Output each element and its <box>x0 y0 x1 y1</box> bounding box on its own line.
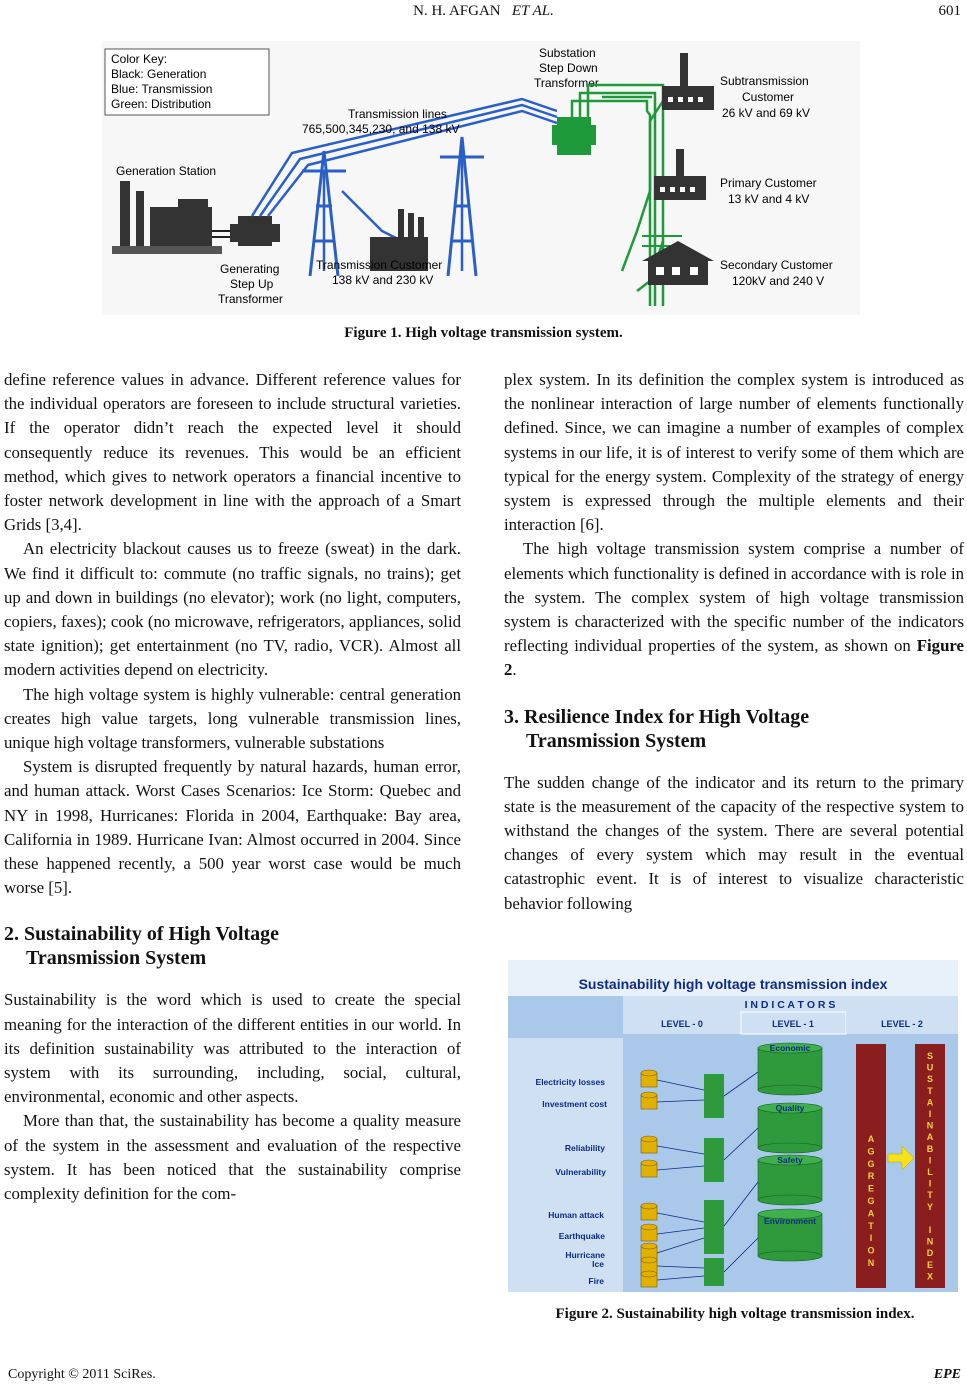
item-earthquake: Earthquake <box>558 1231 605 1241</box>
figure-2-title: Sustainability high voltage transmission index <box>578 976 888 992</box>
label-gsu-1: Generating <box>220 262 280 276</box>
label-substation-3: Transformer <box>534 76 599 90</box>
label-substation-1: Substation <box>539 46 596 60</box>
label-subtrans-1: Subtransmission <box>720 74 809 88</box>
header-etal: ET AL. <box>511 3 554 19</box>
footer-copyright: Copyright © 2011 SciRes. <box>8 1367 156 1382</box>
label-subtrans-2: Customer <box>742 90 795 104</box>
right-column <box>504 368 964 916</box>
figure-2-diagram <box>508 960 958 1292</box>
section-3-heading <box>504 705 964 753</box>
item-fire: Fire <box>588 1276 604 1286</box>
sustainability-index-label: S U S T A I N A B I L I T Y I N D E X <box>926 1051 934 1282</box>
right-paragraph-3: The sudden change of the indicator and its return to the primary state is the measurement of the capacity of the respective system to withstand the changes of the system. There are several potential changes of every system which may result in the eventual catastrophic event. It is of interest to visualize characteristic behavior following <box>504 772 964 913</box>
color-key-generation: Black: Generation <box>111 67 207 81</box>
label-secondary-1: Secondary Customer <box>720 258 833 272</box>
header-author: N. H. AFGAN <box>413 3 501 19</box>
figure-1-diagram <box>102 41 860 315</box>
running-header <box>0 3 967 20</box>
item-economic: Economic <box>769 1043 811 1053</box>
label-lines-2: 765,500,345,230, and 138 kV <box>302 122 460 136</box>
indicators-label: I N D I C A T O R S <box>744 999 836 1011</box>
item-investment-cost: Investment cost <box>542 1099 607 1109</box>
item-reliability: Reliability <box>564 1143 605 1153</box>
item-quality: Quality <box>775 1103 805 1113</box>
figure-2-reference: Figure 2 <box>504 636 964 680</box>
color-key-title: Color Key: <box>111 52 168 66</box>
page-number: 601 <box>938 3 961 19</box>
label-trans-cust-2: 138 kV and 230 kV <box>332 273 434 287</box>
label-secondary-2: 120kV and 240 V <box>732 274 825 288</box>
footer-journal: EPE <box>933 1367 961 1382</box>
label-gsu-3: Transformer <box>218 292 283 306</box>
item-environment: Environment <box>764 1216 816 1226</box>
right-paragraph-2-text: The high voltage transmission system comprise a number of elements which functionality is defined in accordance with is role in the system. The complex system of high voltage transmission system is characterized with the specific number of the indicators reflecting individual properties of the system, as shown on <box>504 539 964 656</box>
section-2-heading-line2: Transmission System <box>26 947 207 970</box>
left-paragraph-3: The high voltage system is highly vulnerable: central generation creates high value targets, long vulnerable transmission lines, unique high voltage transformers, vulnerable substations <box>4 684 461 753</box>
left-paragraph-5: Sustainability is the word which is used to create the special meaning for the interaction of the different entities in our world. In its definition sustainability was attributed to the interaction of system with its surrounding, including, social, cultural, environmental, economic and other aspects. <box>4 990 461 1107</box>
figure-1-caption: Figure 1. High voltage transmission system. <box>344 325 623 341</box>
label-trans-cust-1: Transmission Customer <box>316 258 443 272</box>
color-key-transmission: Blue: Transmission <box>111 82 213 96</box>
item-safety: Safety <box>777 1155 803 1165</box>
item-human-attack: Human attack <box>548 1210 604 1220</box>
left-paragraph-4: System is disrupted frequently by natural hazards, human error, and human attack. Worst Cases Scenarios: Ice Storm: Quebec and NY in 1998, Hurricanes: Florida in 2004, Earthquake: Bay area, California in 1989. Hurricane Ivan: Almost occurred in 2004. Since these happened recently, a 500 year worst case would be much worse [5]. <box>4 757 461 898</box>
label-generation-station: Generation Station <box>116 164 217 178</box>
right-paragraph-2 <box>504 537 964 682</box>
label-subtrans-3: 26 kV and 69 kV <box>722 106 811 120</box>
item-hurricane: Hurricane <box>565 1250 605 1260</box>
label-primary-2: 13 kV and 4 kV <box>728 192 810 206</box>
substation-transformer <box>552 117 596 155</box>
item-electricity-losses: Electricity losses <box>535 1077 605 1087</box>
level-0-label: LEVEL - 0 <box>661 1019 703 1029</box>
level-2-label: LEVEL - 2 <box>881 1019 923 1029</box>
section-2-heading-line1: 2. Sustainability of High Voltage <box>4 923 280 946</box>
label-lines-1: Transmission lines <box>348 107 447 121</box>
right-paragraph-2-end: . <box>512 660 517 680</box>
section-3-heading-line1: 3. Resilience Index for High Voltage <box>504 705 810 728</box>
color-key-distribution: Green: Distribution <box>111 97 212 111</box>
figure-2-caption: Figure 2. Sustainability high voltage transmission index. <box>555 1306 915 1322</box>
section-2-heading <box>4 922 461 970</box>
left-paragraph-6: More than that, the sustainability has become a quality measure of the system in the assessment and evaluation of the respective system. It has been noticed that the sustainability comprise complexity definition for the com- <box>4 1111 461 1204</box>
secondary-customer-windows <box>656 267 698 275</box>
aggregation-label: A G G R E G A T I O N <box>867 1134 875 1268</box>
label-substation-2: Step Down <box>539 61 598 75</box>
right-paragraph-1: plex system. In its definition the complex system is introduced as the nonlinear interaction of large number of elements functionally defined. Since, we can imagine a number of examples of complex systems in our life, it is of interest to verify some of them which are typical for the energy system. Complexity of the strategy of energy system is expressed through the multiple elements and their interaction [6]. <box>504 370 964 535</box>
left-paragraph-2: An electricity blackout causes us to freeze (sweat) in the dark. We find it difficult to: commute (no traffic signals, no trains); get up and down in buildings (no elevator); work (no light, computers, copiers, faxes); cook (no microwave, refrigerators, appliances, solid state ignition); get entertainment (no TV, radio, VCR). Almost all modern activities depend on electricity. <box>4 539 461 680</box>
left-paragraph-1: define reference values in advance. Different reference values for the individual operators are foreseen to include structural varieties. If the operator didn’t reach the expected level it should consequently reduce its revenues. This would be an efficient method, which gives to network operators a financial incentive to foster network development in line with the approach of a Smart Grids [3,4]. <box>4 370 461 535</box>
item-vulnerability: Vulnerability <box>555 1167 606 1177</box>
section-3-heading-line2: Transmission System <box>526 729 707 752</box>
item-ice: Ice <box>592 1259 604 1269</box>
label-primary-1: Primary Customer <box>720 176 817 190</box>
level-1-label: LEVEL - 1 <box>772 1019 814 1029</box>
left-column <box>4 368 461 1206</box>
label-gsu-2: Step Up <box>230 277 274 291</box>
